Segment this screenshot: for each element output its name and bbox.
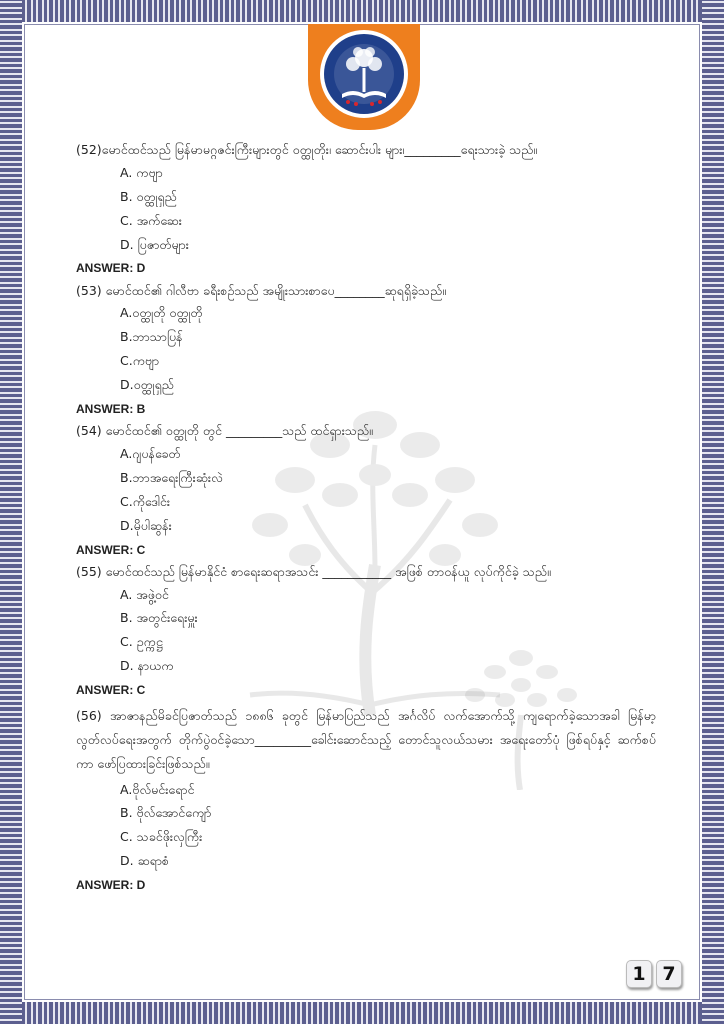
question-52 <box>76 142 656 277</box>
logo-emblem-icon <box>308 24 420 130</box>
question-prompt: (52)မောင်ထင်သည် မြန်မာမဂ္ဂဇင်းကြီးများတွင် ဝတ္ထုတိုး၊ ဆောင်းပါး များ၊_________ရေးသားခဲ့ သည်။ <box>76 142 538 157</box>
option-a: A. အဖွဲ့ဝင် <box>120 586 169 602</box>
page-digit: 1 <box>626 960 652 988</box>
page-digit: 7 <box>656 960 682 988</box>
answer: ANSWER: B <box>76 401 146 416</box>
question-54 <box>76 423 656 558</box>
border-top <box>0 0 724 22</box>
question-55 <box>76 564 656 699</box>
answer: ANSWER: C <box>76 542 146 557</box>
option-d: D.ဝတ္ထုရှည် <box>120 377 174 393</box>
option-c: C.ကဗျာ <box>120 353 160 369</box>
question-56 <box>76 704 656 893</box>
option-b: B.ဘာအရေးကြီးဆုံးလဲ <box>120 469 223 485</box>
answer: ANSWER: C <box>76 683 146 698</box>
option-b: B. အတွင်းရေးမှူး <box>120 610 198 626</box>
option-d: D.မိုပါဆွန်း <box>120 517 172 533</box>
option-a: A.ဗိုလ်မင်းရောင် <box>120 781 195 797</box>
option-b: B. ဗိုလ်အောင်ကျော် <box>120 805 212 821</box>
option-a: A.ဂျပန်ခေတ် <box>120 446 181 461</box>
option-b: B.ဘာသာပြန် <box>120 329 183 345</box>
question-prompt: (56) အာဇာနည်မိခင်ပြဇာတ်သည် ၁၈၈၆ ခုတွင် မြန်မာပြည်သည် အင်္ဂလိပ် လက်အောက်သို့ ကျရောက်ခဲ့သောအခါ မြန်မာ့လွတ်လပ်ရေးအတွက် တိုက်ပွဲဝင်ခဲ့သော_________ခေါင်းဆောင်သည့် တောင်သူလယ်သမား အရေးတော်ပုံ ဖြစ်ရပ်နှင့် ဆက်စပ်ကာ ဖော်ပြထားခြင်းဖြစ်သည်။ <box>76 708 656 771</box>
question-prompt: (53) မောင်ထင်၏ ဂါလီဗာ ခရီးစဉ်သည် အမျိုးသားစာပေ________ဆုရရှိခဲ့သည်။ <box>76 282 446 298</box>
option-c: C. သခင်ဖိုးလှကြီး <box>120 829 203 845</box>
option-c: C. ဥက္ကဋ္ဌ <box>120 634 163 650</box>
option-a: A.ဝတ္ထုတို ဝတ္ထုတို <box>120 305 203 321</box>
answer: ANSWER: D <box>76 261 146 276</box>
option-d: D. ပြဇာတ်များ <box>120 236 189 252</box>
border-bottom <box>0 1002 724 1024</box>
question-prompt: (54) မောင်ထင်၏ ဝတ္ထုတို တွင် _________သည် ထင်ရှားသည်။ <box>76 423 373 439</box>
option-c: C.ကိုဒေါင်း <box>120 493 171 509</box>
logo <box>308 24 420 130</box>
border-left <box>0 0 22 1024</box>
option-b: B. ဝတ္ထုရှည် <box>120 188 177 204</box>
option-a: A. ကဗျာ <box>120 164 163 180</box>
question-prompt: (55) မောင်ထင်သည် မြန်မာနိုင်ငံ စာရေးဆရာအသင်း ___________ အဖြစ် တာဝန်ယူ လုပ်ကိုင်ခဲ့ သည်။ <box>76 563 551 579</box>
option-d: D. ဆရာစံ <box>120 853 170 869</box>
option-c: C. အက်ဆေး <box>120 212 182 228</box>
question-list <box>76 142 656 899</box>
option-d: D. နာယက <box>120 658 174 674</box>
question-53 <box>76 283 656 418</box>
answer: ANSWER: D <box>76 878 146 892</box>
page-number <box>626 960 682 988</box>
border-right <box>702 0 724 1024</box>
